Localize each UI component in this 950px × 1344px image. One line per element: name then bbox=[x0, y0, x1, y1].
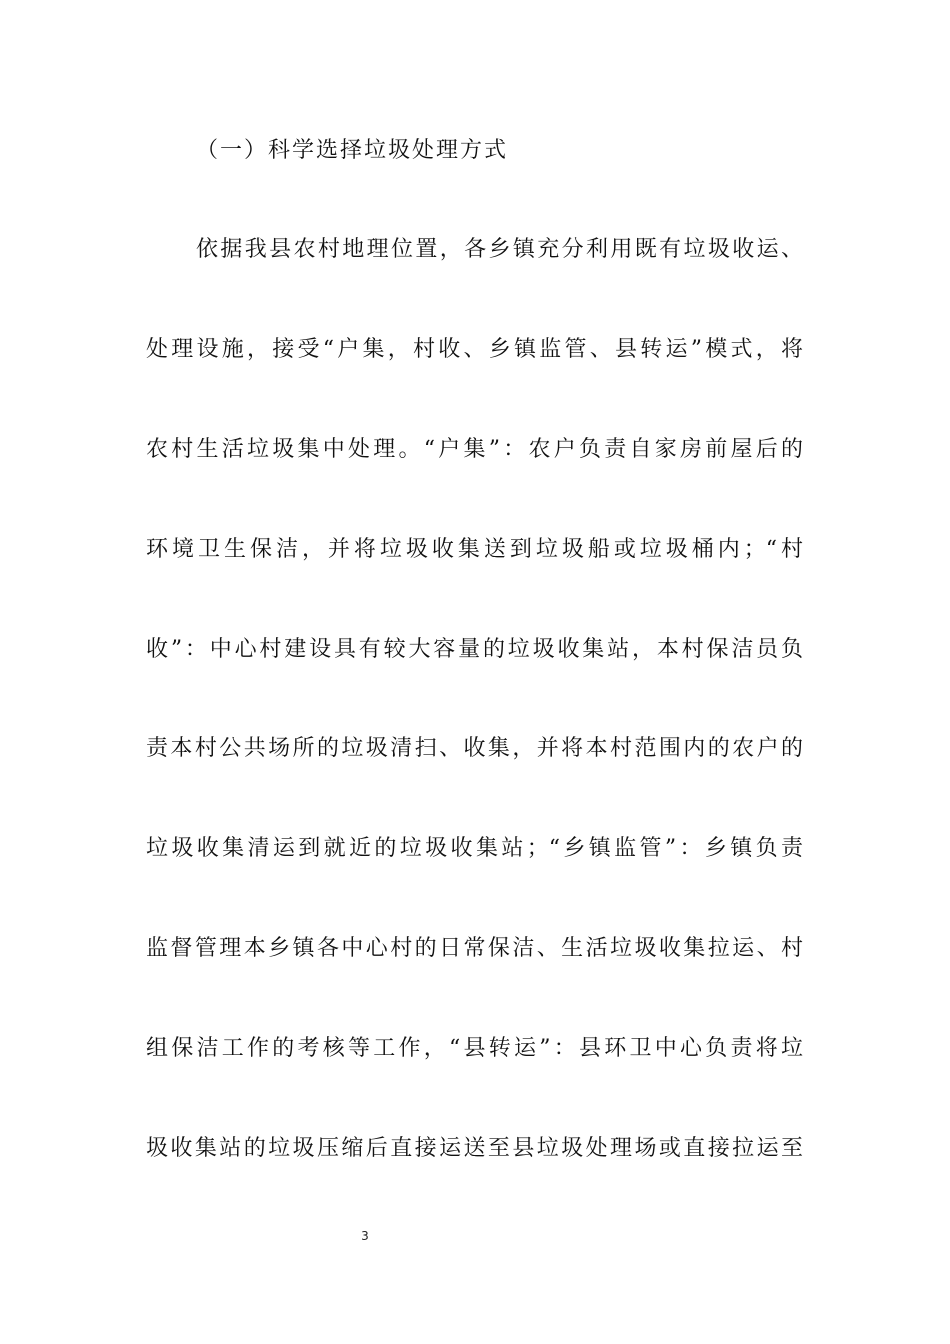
page-number: 3 bbox=[361, 1229, 369, 1243]
paragraph-line: 责本村公共场所的垃圾清扫、收集，并将本村范围内的农户的 bbox=[146, 736, 803, 761]
section-heading: （一）科学选择垃圾处理方式 bbox=[196, 138, 509, 163]
paragraph-line: 收”：中心村建设具有较大容量的垃圾收集站，本村保洁员负 bbox=[146, 637, 803, 662]
paragraph-line: 依据我县农村地理位置，各乡镇充分利用既有垃圾收运、 bbox=[196, 237, 803, 262]
paragraph-line: 组保洁工作的考核等工作，“县转运”：县环卫中心负责将垃 bbox=[146, 1036, 803, 1061]
paragraph-line: 处理设施，接受“户集，村收、乡镇监管、县转运”模式，将 bbox=[146, 337, 803, 362]
paragraph-line: 垃圾收集清运到就近的垃圾收集站；“乡镇监管”：乡镇负责 bbox=[146, 836, 803, 861]
paragraph-line: 环境卫生保洁，并将垃圾收集送到垃圾船或垃圾桶内；“村 bbox=[146, 537, 803, 562]
paragraph-line: 圾收集站的垃圾压缩后直接运送至县垃圾处理场或直接拉运至 bbox=[146, 1136, 803, 1161]
paragraph-line: 农村生活垃圾集中处理。“户集”：农户负责自家房前屋后的 bbox=[146, 437, 803, 462]
paragraph-line: 监督管理本乡镇各中心村的日常保洁、生活垃圾收集拉运、村 bbox=[146, 936, 803, 961]
